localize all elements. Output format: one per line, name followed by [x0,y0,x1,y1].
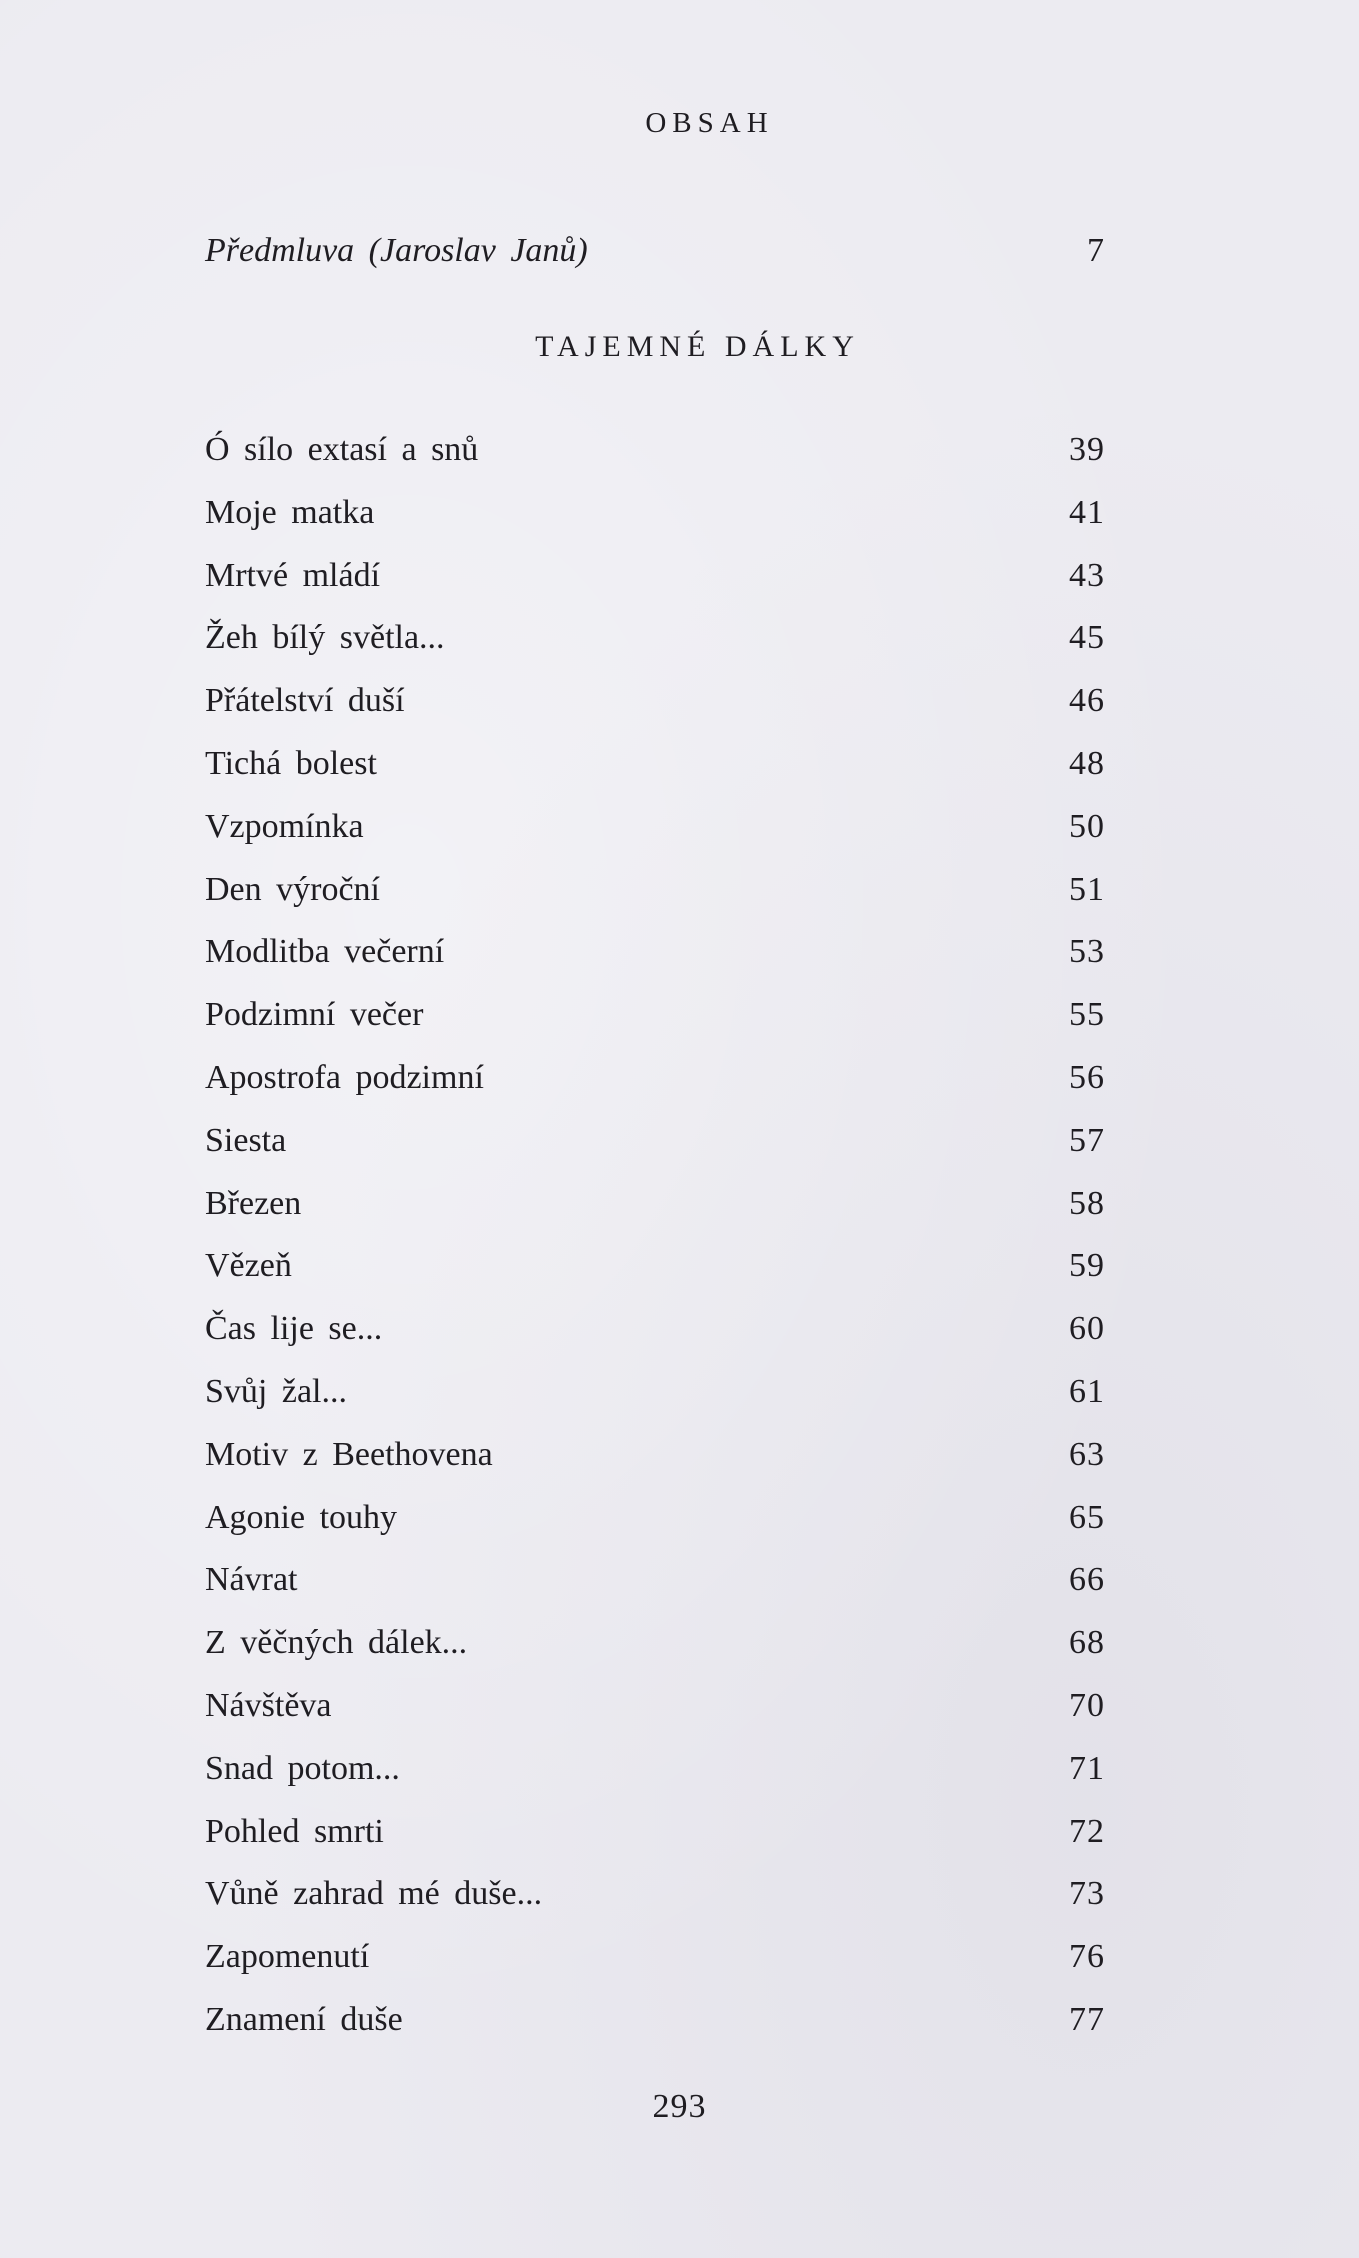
page-number: 293 [652,2088,707,2125]
contents-heading: OBSAH [645,107,774,139]
toc-entry [205,551,1105,601]
toc-entry [205,739,1105,789]
toc-entry-page: 71 [1069,1749,1105,1787]
section-title: TAJEMNÉ DÁLKY [535,330,860,363]
toc-entry [205,865,1105,915]
toc-entry [205,613,1105,663]
toc-entry-title: Svůj žal... [205,1373,347,1410]
toc-entry-page: 48 [1069,745,1105,782]
toc-entry-title: Pohled smrti [205,1812,384,1850]
toc-entry [205,1430,1105,1480]
toc-entry [205,1241,1105,1291]
toc-entry-title: Siesta [205,1121,287,1159]
toc-entry-page: 43 [1069,556,1105,594]
toc-entry-title: Vůně zahrad mé duše... [205,1875,543,1913]
toc-entry [205,802,1105,852]
toc-entry [205,1744,1105,1794]
toc-entry-title: Modlitba večerní [205,933,445,971]
preface-entry [205,226,1105,276]
toc-entry-title: Žeh bílý světla... [205,619,445,657]
toc-entry-title: Čas lije se... [205,1310,383,1348]
toc-entry [205,927,1105,977]
toc-entry-page: 68 [1069,1624,1105,1662]
toc-entry-title: Agonie touhy [205,1498,398,1536]
toc-entry-title: Den výroční [205,870,381,908]
toc-entry-page: 39 [1069,431,1105,468]
toc-entry [205,1179,1105,1229]
toc-entry [205,425,1105,475]
toc-entry [205,1807,1105,1857]
toc-entry-page: 56 [1069,1059,1105,1096]
toc-entry-page: 57 [1069,1121,1105,1159]
toc-entry [205,1304,1105,1354]
toc-entry [205,1932,1105,1982]
toc-entry-page: 53 [1069,933,1105,971]
toc-entry-page: 70 [1069,1687,1105,1724]
toc-entry-page: 63 [1069,1435,1105,1473]
toc-entry-page: 51 [1069,870,1105,908]
toc-entry [205,1681,1105,1731]
toc-entry-page: 76 [1069,1938,1105,1976]
toc-entry-page: 58 [1069,1184,1105,1222]
preface-title: Předmluva (Jaroslav Janů) [205,232,588,269]
toc-entry [205,1995,1105,2045]
toc-entry-page: 66 [1069,1561,1105,1599]
toc-entry-title: Přátelství duší [205,682,405,720]
toc-entry-page: 55 [1069,996,1105,1034]
toc-entry-page: 61 [1069,1373,1105,1410]
toc-entry [205,1555,1105,1605]
toc-entry-page: 60 [1069,1310,1105,1348]
toc-entry-title: Vzpomínka [205,807,364,845]
toc-entry [205,676,1105,726]
toc-entry-title: Znamení duše [205,2001,403,2038]
toc-entry-page: 73 [1069,1875,1105,1913]
toc-entry [205,1618,1105,1668]
toc-entry-page: 45 [1069,619,1105,657]
toc-entry [205,990,1105,1040]
toc-entry-page: 72 [1069,1812,1105,1850]
toc-entry-title: Podzimní večer [205,996,424,1034]
toc-entry [205,1869,1105,1919]
toc-entry-title: Mrtvé mládí [205,556,381,594]
toc-entry [205,1116,1105,1166]
toc-entry-title: Moje matka [205,493,375,531]
toc-entry-title: Snad potom... [205,1749,400,1787]
toc-entry-page: 50 [1069,807,1105,845]
toc-entry-page: 65 [1069,1498,1105,1536]
toc-entry [205,1493,1105,1543]
toc-entry-page: 59 [1069,1247,1105,1285]
toc-entry [205,488,1105,538]
toc-entry-title: Motiv z Beethovena [205,1435,493,1473]
toc-entry-title: Návrat [205,1561,298,1599]
toc-entry-title: Zapomenutí [205,1938,370,1976]
toc-entry [205,1367,1105,1417]
toc-entry-page: 77 [1069,2001,1105,2038]
toc-entry-title: Ó sílo extasí a snů [205,431,479,468]
toc-entry [205,1053,1105,1103]
toc-entry-title: Apostrofa podzimní [205,1059,484,1096]
toc-entry-title: Návštěva [205,1687,332,1724]
toc-entry-title: Vězeň [205,1247,292,1285]
toc-entry-page: 41 [1069,493,1105,531]
toc-entry-title: Z věčných dálek... [205,1624,468,1662]
toc-entry-page: 46 [1069,682,1105,720]
preface-page: 7 [1087,232,1105,269]
toc-entry-title: Březen [205,1184,302,1222]
toc-entry-title: Tichá bolest [205,745,377,782]
